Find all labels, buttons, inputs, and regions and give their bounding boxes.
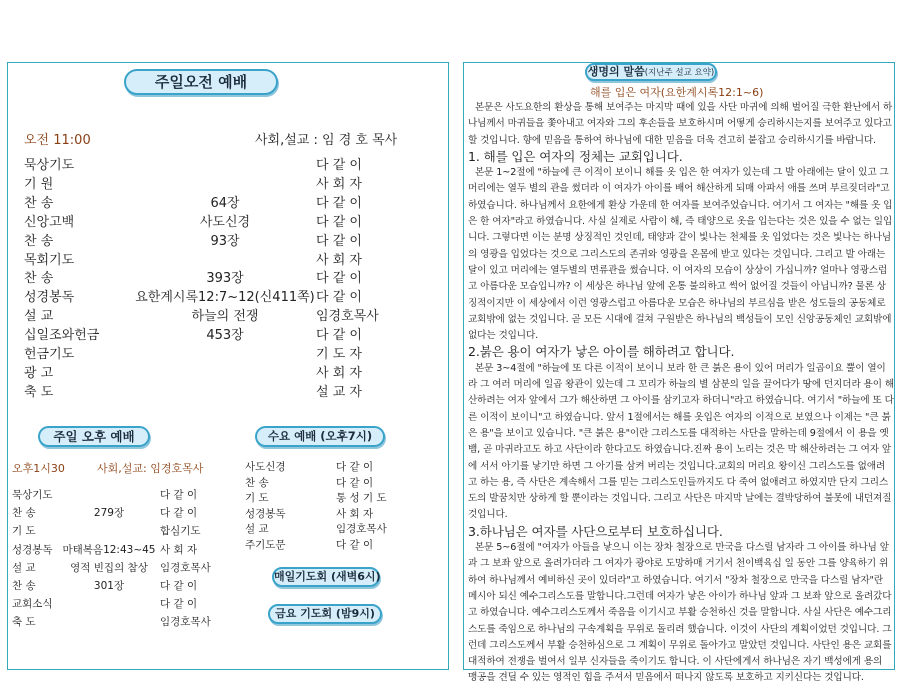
sermon-body [468,100,894,687]
afternoon-item-detail: 301장 [93,580,125,592]
wednesday-item-name: 설 교 [245,523,269,535]
morning-item-detail: 453장 [206,328,244,344]
morning-item-name: 헌금기도 [24,347,75,362]
afternoon-item-name: 성경봉독 [12,543,53,556]
friday-prayer-title: 금요 기도회 (밤9시) [268,604,382,624]
daily-prayer-title: 매일기도회 (새벽6시) [272,567,380,587]
wednesday-item-role: 다 같 이 [336,476,374,489]
sermon-subtitle: 해를 입은 여자(요한계시록12:1~6) [590,86,764,99]
afternoon-item-role: 다 같 이 [160,598,198,611]
morning-item-role: 다 같 이 [316,158,362,173]
wednesday-item-name: 찬 송 [245,476,269,489]
morning-item-name: 축 도 [24,384,54,400]
wednesday-item-name: 사도신경 [245,461,286,473]
morning-item-role: 다 같 이 [316,290,362,306]
morning-item-role: 다 같 이 [316,328,362,344]
wednesday-item-role: 통 성 기 도 [336,492,387,504]
wednesday-service-title: 수요 예배 (오후7시) [255,426,385,447]
morning-item-role: 다 같 이 [316,271,362,287]
morning-item-role: 사 회 자 [316,176,362,192]
sermon-paragraph: 본문 1~2절에 "하늘에 큰 이적이 보이니 해를 옷 입은 한 여자가 있는데 그 발 아래에는 달이 있고 그 머리에는 열두 별의 관을 썼더라 이 여자가 아이를 배어 해산하게 되매 아파서 애를 쓰며 부르짖더라"고 하였습니다. 하나님께서 요한에게 환상 가운데 한 여자를 보여주었습니다. 여기서 그 여자는 "해를 옷 입은 한 여자"라고 하였습니다. 사실 실제로 사람이 해, 즉 태양으로 옷을 입는다는 것은 있을 수 없는 일입니다. 그렇다면 이는 분명 상징적인 것인데, 태양과 같이 빛나는 천체를 옷 입었다는 것은 빛나는 하나님의 영광을 입었다는 것으로 그리스도의 존귀와 영광을 온몸에 받고 있다는 것입니다. 그리고 발 아래는 달이 있고 머리에는 열두별의 면류관을 썼습니다. 이 여자의 모습이 상상이 가십니까? 얼마나 영광스럽고 아름다운 모습입니까? 이 세상은 하나님 앞에 온통 불의하고 썩어 없어질 것들이 아닙니까? 물론 상징적이지만 이 세상에서 이런 영광스럽고 아름다운 모습은 하나님의 부르심을 받은 성도들의 공동체로 교회밖에 없는 것입니다. 곧 모든 시대에 걸쳐 구원받은 하나님의 백성들이 모인 신앙공동체인 교회밖에 없다는 것입니다. [468,167,893,342]
morning-item-name: 찬 송 [24,271,54,287]
afternoon-item-detail: 279장 [93,507,125,520]
afternoon-item-role: 임경호목사 [160,561,211,574]
afternoon-item-name: 기 도 [12,525,36,538]
wednesday-item-role: 임경호목사 [336,523,387,535]
afternoon-item-detail: 영적 빈집의 참상 [70,561,148,574]
morning-leader: 사회,설교 : 임 경 호 목사 [255,133,398,148]
sermon-heading: 3.하나님은 여자를 사단으로부터 보호하십니다. [468,523,723,539]
morning-item-role: 설 교 자 [316,384,362,400]
afternoon-item-role: 임경호목사 [160,616,211,629]
morning-item-role: 다 같 이 [316,195,362,211]
afternoon-item-name: 설 교 [12,561,36,574]
wednesday-item-name: 기 도 [245,492,269,504]
morning-item-name: 기 원 [24,176,54,192]
afternoon-item-name: 축 도 [12,616,36,629]
sermon-title-sub: (지난주 설교 요약) [644,68,715,78]
wednesday-item-name: 주기도문 [245,538,286,551]
morning-item-name: 찬 송 [24,233,54,249]
morning-item-detail: 393장 [206,271,244,287]
wednesday-item-role: 다 같 이 [336,461,374,473]
sermon-heading: 2.붉은 용이 여자가 낳은 아이를 해하려고 합니다. [468,344,735,360]
afternoon-item-role: 합심기도 [160,525,201,538]
sermon-heading: 1. 해를 입은 여자의 정체는 교회입니다. [468,148,683,164]
morning-item-role: 임경호목사 [316,309,379,325]
sermon-paragraph: 본문은 사도요한의 환상을 통해 보여주는 마지막 때에 있을 사단 마귀에 의해 벌어질 극한 환난에서 하나님께서 마귀들을 쫓아내고 여자와 그의 후손들을 보호하시며 어떻게 승리하시는지를 보여주고 있다고 할 것입니다. 향에 믿음을 통하여 하나님에 대한 믿음을 더욱 견고히 붙잡고 승리하시기를 바랍니다. [468,102,893,146]
morning-item-name: 설 교 [24,309,54,325]
sermon-title-main: 생명의 말씀 [587,65,645,78]
afternoon-leader: 사회,설교: 임경호목사 [97,462,204,475]
morning-item-detail: 요한계시록12:7~12(신411쪽) [135,290,315,306]
morning-item-detail: 사도신경 [199,214,251,230]
afternoon-item-role: 다 같 이 [160,580,198,592]
afternoon-service-title: 주일 오후 예배 [38,426,150,447]
morning-service-title: 주일오전 예배 [124,69,278,95]
wednesday-item-role: 다 같 이 [336,538,374,551]
sermon-title [585,63,717,81]
wednesday-item-name: 성경봉독 [245,507,286,520]
afternoon-item-role: 사 회 자 [160,543,198,556]
afternoon-item-name: 교회소식 [12,598,53,611]
afternoon-item-role: 다 같 이 [160,489,198,501]
morning-item-detail: 하늘의 전쟁 [191,309,259,325]
afternoon-item-role: 다 같 이 [160,507,198,520]
morning-item-name: 신앙고백 [24,214,75,230]
morning-item-name: 목회기도 [24,252,75,268]
sermon-paragraph: 본문 3~4절에 "하늘에 또 다른 이적이 보이니 보라 한 큰 붉은 용이 있어 머리가 일곱이요 뿔이 열이라 그 여러 머리에 일곱 왕관이 있는데 그 꼬리가 하늘의 별 삼분의 일을 끌어다가 땅에 던지더라 용이 해산하려는 여자 앞에서 그가 해산하면 그 아이를 삼키고자 하더니"라고 하였습니다. 여기서 "하늘에 또 다른 이적이 보이니"고 하였습니다. 앞서 1절에서는 해를 옷입은 여자의 이적으로 보였으나 이제는 "큰 붉은 용"을 보이고 있습니다. "큰 붉은 용"이란 그리스도를 대적하는 사단을 말하는데 9절에서 이 용을 옛뱀, 곧 마귀라고도 하고 사단이라 한다고도 하였습니다.진짜 용이 노리는 것은 막 해산하려는 그 여자 앞에 서서 아기를 낳기만 하면 그 아기를 삼켜 버리는 것입니다.교회의 머리요 왕이신 그리스도를 없애려고 하는 용, 즉 사단은 계속해서 그를 믿는 그리스도인들까지도 다 죽여 없애려고 하였지만 단지 그리스도의 발꿈치만 상하게 할 뿐이라는 것입니다. 그리고 사단은 마지막 날에는 결박당하여 불못에 내던져질 것입니다. [468,362,895,521]
morning-item-role: 사 회 자 [316,252,362,268]
morning-item-role: 다 같 이 [316,214,362,230]
morning-item-name: 십일조와헌금 [24,328,100,344]
morning-item-name: 광 고 [24,365,54,381]
morning-item-role: 다 같 이 [316,233,362,249]
afternoon-item-name: 찬 송 [12,580,36,592]
afternoon-item-name: 묵상기도 [12,489,53,501]
morning-item-role: 사 회 자 [316,365,362,381]
afternoon-item-name: 찬 송 [12,507,36,520]
morning-item-name: 성경봉독 [24,290,75,306]
wednesday-item-role: 사 회 자 [336,507,374,520]
morning-item-role: 기 도 자 [316,347,362,362]
morning-time: 오전 11:00 [24,133,91,148]
afternoon-time: 오후1시30 [12,462,65,475]
sermon-paragraph: 본문 5~6절에 "여자가 아들을 낳으니 이는 장차 철장으로 만국을 다스릴 남자라 그 아이를 하나님 앞과 그 보좌 앞으로 올려가더라 그 여자가 광야로 도망하매 거기서 천이백육십 일 동안 그를 양육하기 위하여 하나님께서 예비하신 곳이 있더라"고 하였습니다. 여기서 "장차 철장으로 만국을 다스릴 남자"란 메시아 되신 예수그리스도를 말합니다.그런데 여자가 낳은 아이가 하나님 앞과 그 보좌 앞으로 올려갔다고 하였습니다. 예수그리스도께서 죽음을 이기시고 부활 승천하신 것을 말합니다. 사실 사단은 예수그리스도를 죽임으로 하나님의 구속계획을 무위로 돌리려 했습니다. 이것이 사단의 계획이었던 것입니다. 그런데 그리스도께서 부활 승천하심으로 그 계획이 무위로 돌아가고 말았던 것입니다. 사단인 용은 교회를 대적하여 전쟁을 벌여서 일부 신자들을 죽이기도 합니다. 이 사단에게서 하나님은 자기 백성에게 용의 맹공을 견딜 수 있는 영적인 힘을 주셔서 믿음에서 떠나지 않도록 보호하고 지키신다는 것입니다. [468,542,892,684]
morning-item-name: 찬 송 [24,195,54,211]
morning-item-detail: 64장 [210,195,240,211]
morning-item-detail: 93장 [210,233,240,249]
morning-item-name: 묵상기도 [24,158,75,173]
afternoon-item-detail: 마태복음12:43~45 [62,543,156,556]
